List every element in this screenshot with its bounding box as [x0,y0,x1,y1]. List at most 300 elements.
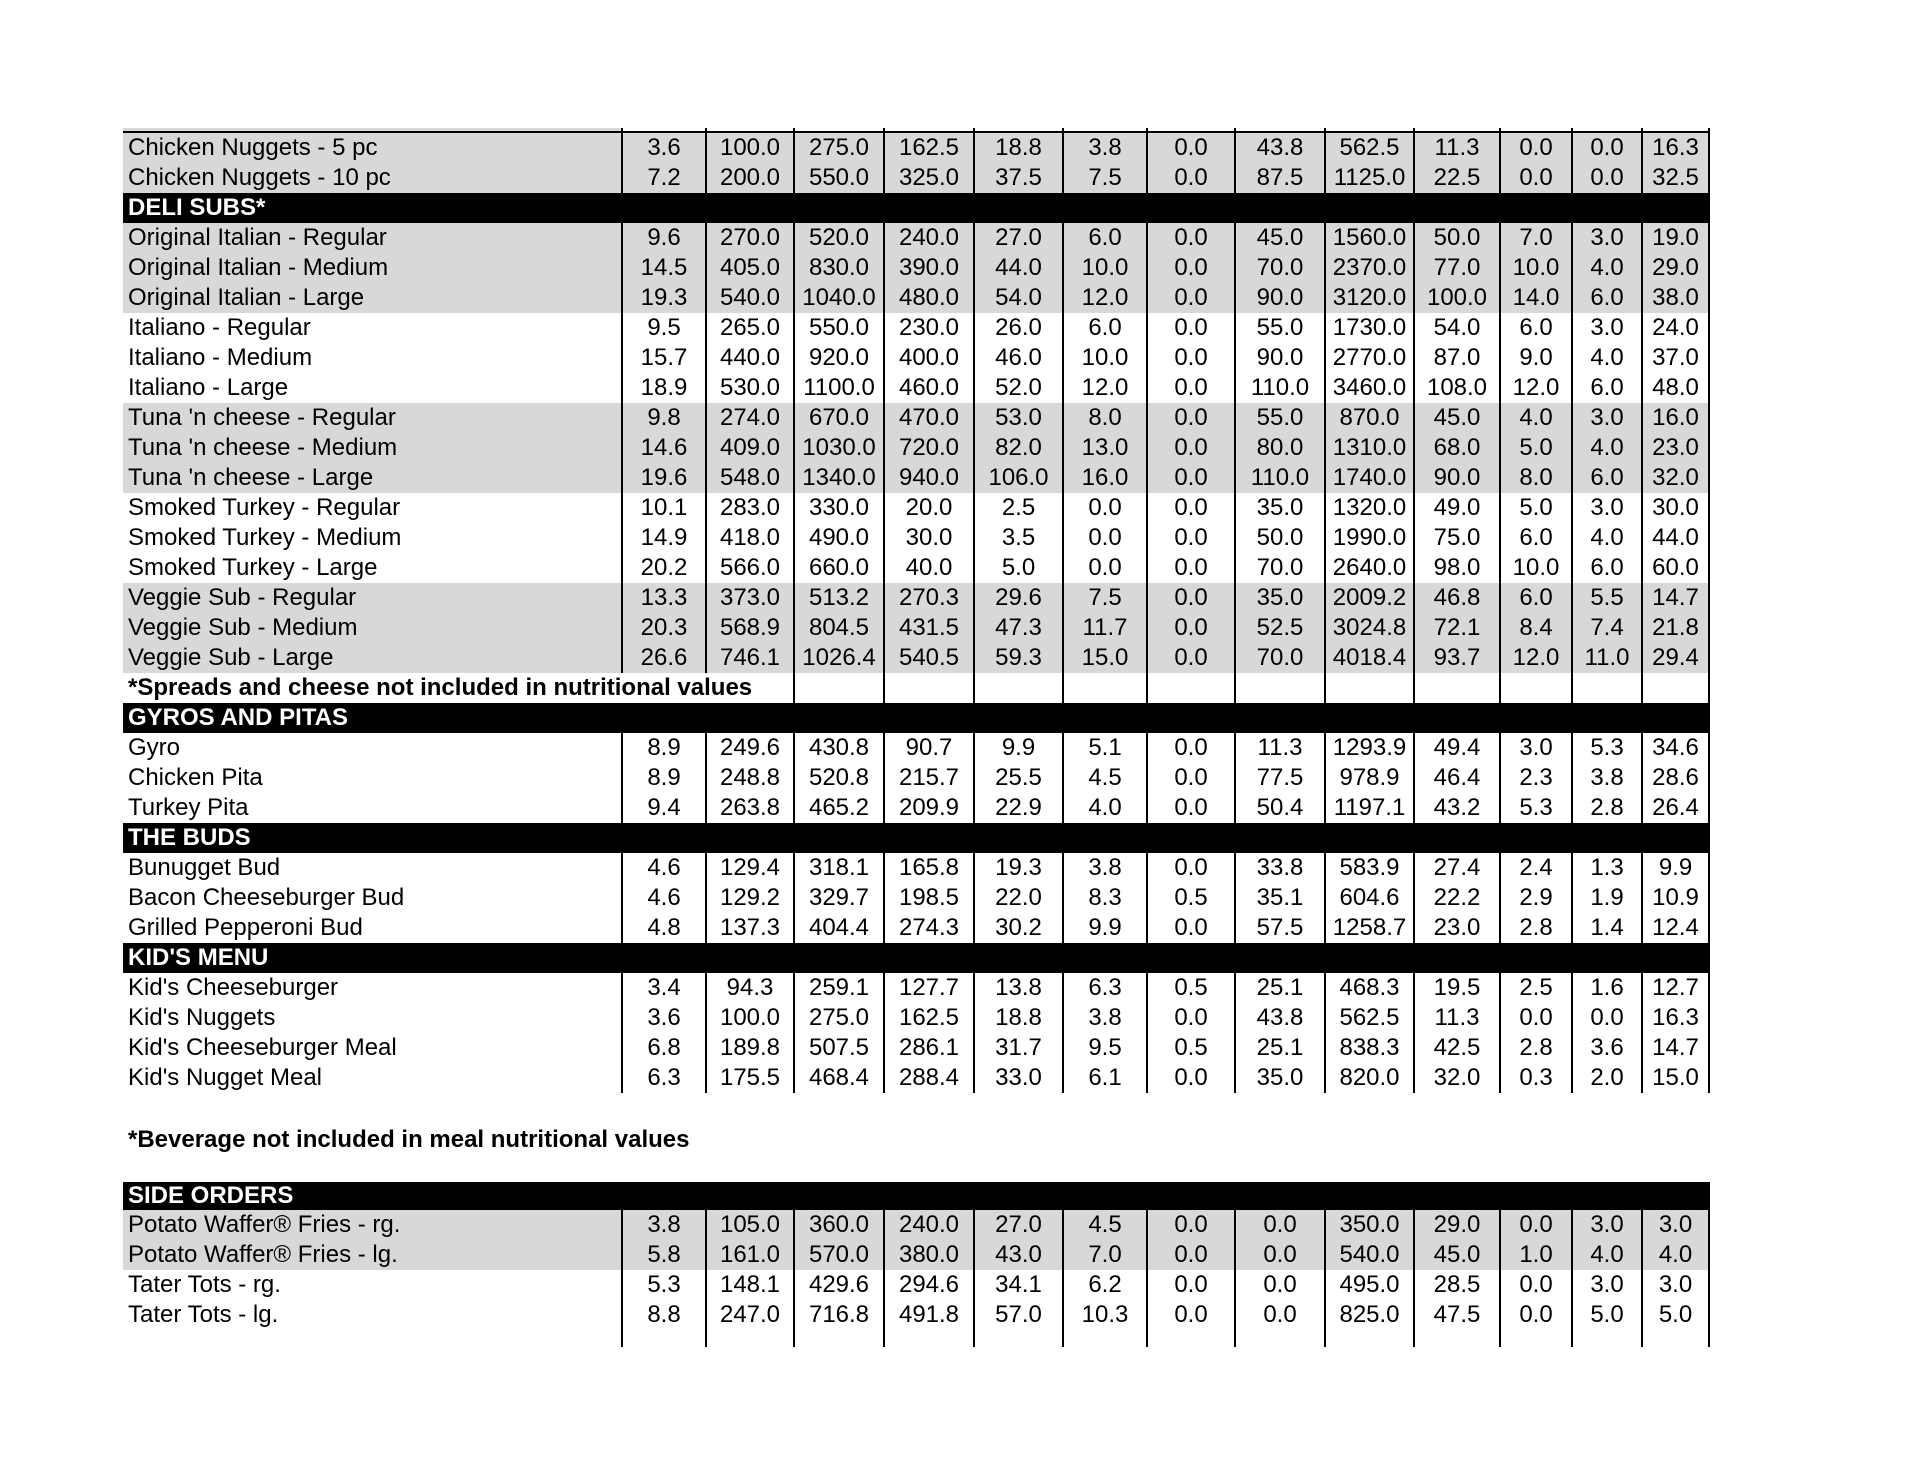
item-name-cell: Original Italian - Regular [123,223,621,253]
value-cell: 540.0 [705,283,793,313]
value-cell: 10.0 [1499,553,1571,583]
value-cell: 106.0 [973,463,1062,493]
value-cell: 47.3 [973,613,1062,643]
value-cell: 294.6 [883,1270,973,1300]
value-cell: 129.4 [705,853,793,883]
value-cell: 550.0 [793,313,883,343]
value-cell: 7.5 [1062,163,1146,193]
value-cell [1571,1330,1641,1347]
value-cell: 0.0 [1146,343,1234,373]
value-cell: 0.0 [1499,1210,1571,1240]
value-cell: 20.0 [883,493,973,523]
table-row [123,583,1710,613]
value-cell: 5.0 [1499,433,1571,463]
value-cell: 49.0 [1413,493,1499,523]
value-cell: 19.5 [1413,973,1499,1003]
value-cell: 0.0 [1146,493,1234,523]
value-cell [973,1330,1062,1347]
value-cell: 0.0 [1146,133,1234,163]
table-row [123,523,1710,553]
value-cell: 0.0 [1146,373,1234,403]
value-cell: 274.3 [883,913,973,943]
value-cell: 82.0 [973,433,1062,463]
value-cell: 1.0 [1499,1240,1571,1270]
value-cell: 12.0 [1499,643,1571,673]
value-cell [883,1330,973,1347]
value-cell: 0.0 [1234,1300,1324,1330]
item-name-cell: Kid's Nugget Meal [123,1063,621,1093]
value-cell: 495.0 [1324,1270,1413,1300]
value-cell: 0.0 [1146,1210,1234,1240]
value-cell: 0.0 [1146,793,1234,823]
value-cell: 27.0 [973,223,1062,253]
value-cell: 3.0 [1571,1270,1641,1300]
value-cell: 5.0 [973,553,1062,583]
value-cell: 265.0 [705,313,793,343]
value-cell: 583.9 [1324,853,1413,883]
value-cell: 0.0 [1499,1003,1571,1033]
value-cell [1324,1330,1413,1347]
value-cell: 8.9 [621,763,705,793]
empty-value-cell [1062,673,1146,703]
table-row [123,973,1710,1003]
value-cell: 0.0 [1146,1003,1234,1033]
value-cell [705,1330,793,1347]
value-cell: 3.6 [621,1003,705,1033]
value-cell: 1340.0 [793,463,883,493]
value-cell: 50.0 [1413,223,1499,253]
value-cell: 60.0 [1641,553,1710,583]
item-name-cell: Kid's Nuggets [123,1003,621,1033]
value-cell: 1.3 [1571,853,1641,883]
table-row [123,913,1710,943]
item-name-cell: Italiano - Medium [123,343,621,373]
item-name-cell: Original Italian - Large [123,283,621,313]
value-cell: 50.4 [1234,793,1324,823]
empty-value-cell [1499,673,1571,703]
value-cell: 804.5 [793,613,883,643]
value-cell: 35.0 [1234,493,1324,523]
value-cell: 16.0 [1641,403,1710,433]
value-cell: 9.6 [621,223,705,253]
value-cell [973,128,1062,131]
value-cell: 34.1 [973,1270,1062,1300]
value-cell: 16.3 [1641,1003,1710,1033]
value-cell: 7.2 [621,163,705,193]
value-cell: 0.0 [1234,1210,1324,1240]
value-cell: 72.1 [1413,613,1499,643]
value-cell: 0.0 [1146,433,1234,463]
value-cell: 25.5 [973,763,1062,793]
value-cell: 10.3 [1062,1300,1146,1330]
value-cell: 870.0 [1324,403,1413,433]
value-cell: 4.8 [621,913,705,943]
value-cell: 175.5 [705,1063,793,1093]
value-cell: 468.3 [1324,973,1413,1003]
item-name-cell [123,1330,621,1347]
table-row [123,133,1710,163]
value-cell: 100.0 [705,133,793,163]
value-cell: 3.8 [1062,853,1146,883]
value-cell: 43.2 [1413,793,1499,823]
table-row [123,883,1710,913]
value-cell: 23.0 [1413,913,1499,943]
value-cell: 6.0 [1571,463,1641,493]
value-cell: 32.0 [1413,1063,1499,1093]
value-cell: 2.8 [1571,793,1641,823]
item-name-cell: Chicken Pita [123,763,621,793]
value-cell: 110.0 [1234,463,1324,493]
value-cell: 55.0 [1234,403,1324,433]
table-bottom-stub [123,1330,1710,1347]
value-cell: 548.0 [705,463,793,493]
value-cell: 6.0 [1571,373,1641,403]
value-cell: 0.0 [1062,493,1146,523]
value-cell: 286.1 [883,1033,973,1063]
value-cell: 37.5 [973,163,1062,193]
value-cell: 230.0 [883,313,973,343]
value-cell: 43.8 [1234,133,1324,163]
table-row [123,1003,1710,1033]
value-cell: 9.4 [621,793,705,823]
value-cell: 5.0 [1571,1300,1641,1330]
value-cell: 90.0 [1413,463,1499,493]
value-cell: 390.0 [883,253,973,283]
value-cell: 5.0 [1641,1300,1710,1330]
value-cell: 3.0 [1499,733,1571,763]
value-cell: 93.7 [1413,643,1499,673]
value-cell: 2770.0 [1324,343,1413,373]
value-cell: 10.9 [1641,883,1710,913]
value-cell: 0.0 [1146,403,1234,433]
value-cell: 215.7 [883,763,973,793]
value-cell: 318.1 [793,853,883,883]
value-cell: 5.1 [1062,733,1146,763]
value-cell: 0.0 [1146,1300,1234,1330]
section-header-label: SIDE ORDERS [128,1182,294,1209]
value-cell: 7.0 [1062,1240,1146,1270]
value-cell: 127.7 [883,973,973,1003]
section-header-row [123,1182,1710,1210]
value-cell: 0.0 [1146,613,1234,643]
value-cell: 3460.0 [1324,373,1413,403]
value-cell: 3.8 [1571,763,1641,793]
value-cell: 4.0 [1571,253,1641,283]
value-cell: 55.0 [1234,313,1324,343]
table-row [123,553,1710,583]
value-cell: 26.4 [1641,793,1710,823]
value-cell: 716.8 [793,1300,883,1330]
value-cell: 49.4 [1413,733,1499,763]
value-cell: 1258.7 [1324,913,1413,943]
value-cell: 400.0 [883,343,973,373]
item-name-cell: Turkey Pita [123,793,621,823]
value-cell: 380.0 [883,1240,973,1270]
value-cell: 46.8 [1413,583,1499,613]
value-cell: 57.5 [1234,913,1324,943]
value-cell: 87.5 [1234,163,1324,193]
value-cell [1413,128,1499,131]
value-cell: 7.4 [1571,613,1641,643]
value-cell: 34.6 [1641,733,1710,763]
section-header-label: GYROS AND PITAS [128,704,349,731]
value-cell: 0.0 [1146,1270,1234,1300]
value-cell: 1026.4 [793,643,883,673]
value-cell: 7.0 [1499,223,1571,253]
value-cell [1499,1330,1571,1347]
value-cell: 1730.0 [1324,313,1413,343]
table-row [123,733,1710,763]
value-cell: 329.7 [793,883,883,913]
value-cell: 68.0 [1413,433,1499,463]
value-cell: 325.0 [883,163,973,193]
value-cell [621,1330,705,1347]
value-cell: 825.0 [1324,1300,1413,1330]
value-cell: 110.0 [1234,373,1324,403]
table-note-row [123,673,1710,703]
item-name-cell: Smoked Turkey - Regular [123,493,621,523]
value-cell: 12.7 [1641,973,1710,1003]
empty-value-cell [1146,673,1234,703]
value-cell: 4.5 [1062,763,1146,793]
value-cell: 0.0 [1234,1270,1324,1300]
value-cell: 37.0 [1641,343,1710,373]
value-cell: 53.0 [973,403,1062,433]
value-cell: 94.3 [705,973,793,1003]
value-cell: 108.0 [1413,373,1499,403]
empty-value-cell [1324,673,1413,703]
value-cell: 507.5 [793,1033,883,1063]
value-cell: 9.9 [1062,913,1146,943]
value-cell: 35.1 [1234,883,1324,913]
value-cell: 15.0 [1062,643,1146,673]
value-cell: 26.6 [621,643,705,673]
value-cell: 248.8 [705,763,793,793]
value-cell: 198.5 [883,883,973,913]
value-cell: 46.4 [1413,763,1499,793]
value-cell: 47.5 [1413,1300,1499,1330]
value-cell: 44.0 [1641,523,1710,553]
value-cell: 11.3 [1413,133,1499,163]
value-cell: 105.0 [705,1210,793,1240]
value-cell: 4.0 [1571,1240,1641,1270]
value-cell: 0.0 [1062,523,1146,553]
value-cell: 530.0 [705,373,793,403]
value-cell: 45.0 [1413,1240,1499,1270]
value-cell: 2640.0 [1324,553,1413,583]
value-cell: 4.0 [1571,343,1641,373]
value-cell: 0.0 [1146,253,1234,283]
value-cell: 470.0 [883,403,973,433]
value-cell [1146,1330,1234,1347]
value-cell: 15.0 [1641,1063,1710,1093]
value-cell: 14.7 [1641,583,1710,613]
value-cell [1413,1330,1499,1347]
value-cell: 820.0 [1324,1063,1413,1093]
value-cell: 247.0 [705,1300,793,1330]
value-cell: 0.0 [1571,1003,1641,1033]
value-cell: 3.0 [1571,493,1641,523]
value-cell: 418.0 [705,523,793,553]
beverage-footnote: *Beverage not included in meal nutritional values [128,1126,690,1153]
value-cell: 5.3 [1499,793,1571,823]
value-cell: 70.0 [1234,643,1324,673]
value-cell: 12.0 [1062,373,1146,403]
value-cell: 3.8 [1062,133,1146,163]
value-cell: 0.0 [1146,583,1234,613]
value-cell: 404.4 [793,913,883,943]
item-name-cell: Italiano - Regular [123,313,621,343]
table-top-sliver [123,128,1710,131]
value-cell: 429.6 [793,1270,883,1300]
value-cell: 165.8 [883,853,973,883]
value-cell: 0.0 [1146,463,1234,493]
item-name-cell: Tuna 'n cheese - Regular [123,403,621,433]
value-cell: 50.0 [1234,523,1324,553]
value-cell: 2.5 [1499,973,1571,1003]
value-cell: 405.0 [705,253,793,283]
value-cell: 11.7 [1062,613,1146,643]
value-cell: 6.0 [1499,523,1571,553]
value-cell: 52.0 [973,373,1062,403]
value-cell: 1125.0 [1324,163,1413,193]
value-cell: 1.6 [1571,973,1641,1003]
value-cell: 6.0 [1062,313,1146,343]
value-cell: 21.8 [1641,613,1710,643]
value-cell: 2.4 [1499,853,1571,883]
table-row [123,493,1710,523]
item-name-cell: Italiano - Large [123,373,621,403]
value-cell: 3120.0 [1324,283,1413,313]
value-cell: 660.0 [793,553,883,583]
table-row [123,433,1710,463]
value-cell: 480.0 [883,283,973,313]
value-cell: 3.8 [621,1210,705,1240]
section-header-row [123,193,1710,223]
value-cell: 9.8 [621,403,705,433]
value-cell: 3.0 [1571,1210,1641,1240]
value-cell: 0.0 [1499,1300,1571,1330]
value-cell: 9.0 [1499,343,1571,373]
section-header-row [123,703,1710,733]
value-cell: 209.9 [883,793,973,823]
value-cell: 3.0 [1641,1210,1710,1240]
value-cell: 0.0 [1146,283,1234,313]
value-cell: 430.8 [793,733,883,763]
value-cell: 52.5 [1234,613,1324,643]
value-cell: 2.5 [973,493,1062,523]
value-cell: 838.3 [1324,1033,1413,1063]
value-cell: 1560.0 [1324,223,1413,253]
value-cell: 98.0 [1413,553,1499,583]
value-cell: 11.3 [1234,733,1324,763]
value-cell: 3.5 [973,523,1062,553]
value-cell: 1.9 [1571,883,1641,913]
value-cell: 0.0 [1146,1240,1234,1270]
value-cell: 22.0 [973,883,1062,913]
value-cell: 670.0 [793,403,883,433]
item-name-cell: Tater Tots - lg. [123,1300,621,1330]
value-cell: 0.0 [1499,163,1571,193]
value-cell: 0.0 [1146,913,1234,943]
value-cell: 87.0 [1413,343,1499,373]
value-cell [1062,1330,1146,1347]
item-name-cell: Veggie Sub - Regular [123,583,621,613]
value-cell: 46.0 [973,343,1062,373]
value-cell: 2.8 [1499,913,1571,943]
value-cell: 43.8 [1234,1003,1324,1033]
value-cell: 0.0 [1146,313,1234,343]
value-cell: 440.0 [705,343,793,373]
value-cell: 42.5 [1413,1033,1499,1063]
table-row [123,643,1710,673]
value-cell: 4018.4 [1324,643,1413,673]
value-cell: 490.0 [793,523,883,553]
value-cell: 14.5 [621,253,705,283]
value-cell: 8.9 [621,733,705,763]
item-name-cell: Tater Tots - rg. [123,1270,621,1300]
value-cell: 9.9 [973,733,1062,763]
value-cell: 189.8 [705,1033,793,1063]
value-cell: 520.0 [793,223,883,253]
section-header-label: KID'S MENU [128,944,269,971]
value-cell: 22.5 [1413,163,1499,193]
value-cell: 1310.0 [1324,433,1413,463]
value-cell: 720.0 [883,433,973,463]
value-cell: 460.0 [883,373,973,403]
item-name-cell: Bunugget Bud [123,853,621,883]
item-name-cell: Bacon Cheeseburger Bud [123,883,621,913]
value-cell: 8.3 [1062,883,1146,913]
value-cell: 3.0 [1571,223,1641,253]
value-cell: 6.0 [1062,223,1146,253]
value-cell: 19.3 [973,853,1062,883]
table-row [123,1033,1710,1063]
item-name-cell: Gyro [123,733,621,763]
value-cell: 274.0 [705,403,793,433]
value-cell: 27.4 [1413,853,1499,883]
value-cell: 1030.0 [793,433,883,463]
value-cell: 2009.2 [1324,583,1413,613]
value-cell: 48.0 [1641,373,1710,403]
value-cell: 566.0 [705,553,793,583]
value-cell: 263.8 [705,793,793,823]
value-cell: 9.9 [1641,853,1710,883]
value-cell: 75.0 [1413,523,1499,553]
value-cell [1641,1330,1710,1347]
item-name-cell: Potato Waffer® Fries - rg. [123,1210,621,1240]
value-cell: 100.0 [705,1003,793,1033]
value-cell: 468.4 [793,1063,883,1093]
value-cell: 4.0 [1062,793,1146,823]
value-cell [1062,128,1146,131]
value-cell: 0.5 [1146,973,1234,1003]
value-cell: 29.4 [1641,643,1710,673]
value-cell: 18.9 [621,373,705,403]
value-cell: 830.0 [793,253,883,283]
item-name-cell: Kid's Cheeseburger [123,973,621,1003]
value-cell: 2370.0 [1324,253,1413,283]
value-cell: 3.0 [1571,313,1641,343]
value-cell: 137.3 [705,913,793,943]
value-cell: 12.4 [1641,913,1710,943]
value-cell: 1740.0 [1324,463,1413,493]
value-cell: 43.0 [973,1240,1062,1270]
item-name-cell: Chicken Nuggets - 5 pc [123,133,621,163]
section-header-row [123,823,1710,853]
item-name-cell: Smoked Turkey - Medium [123,523,621,553]
value-cell: 8.8 [621,1300,705,1330]
